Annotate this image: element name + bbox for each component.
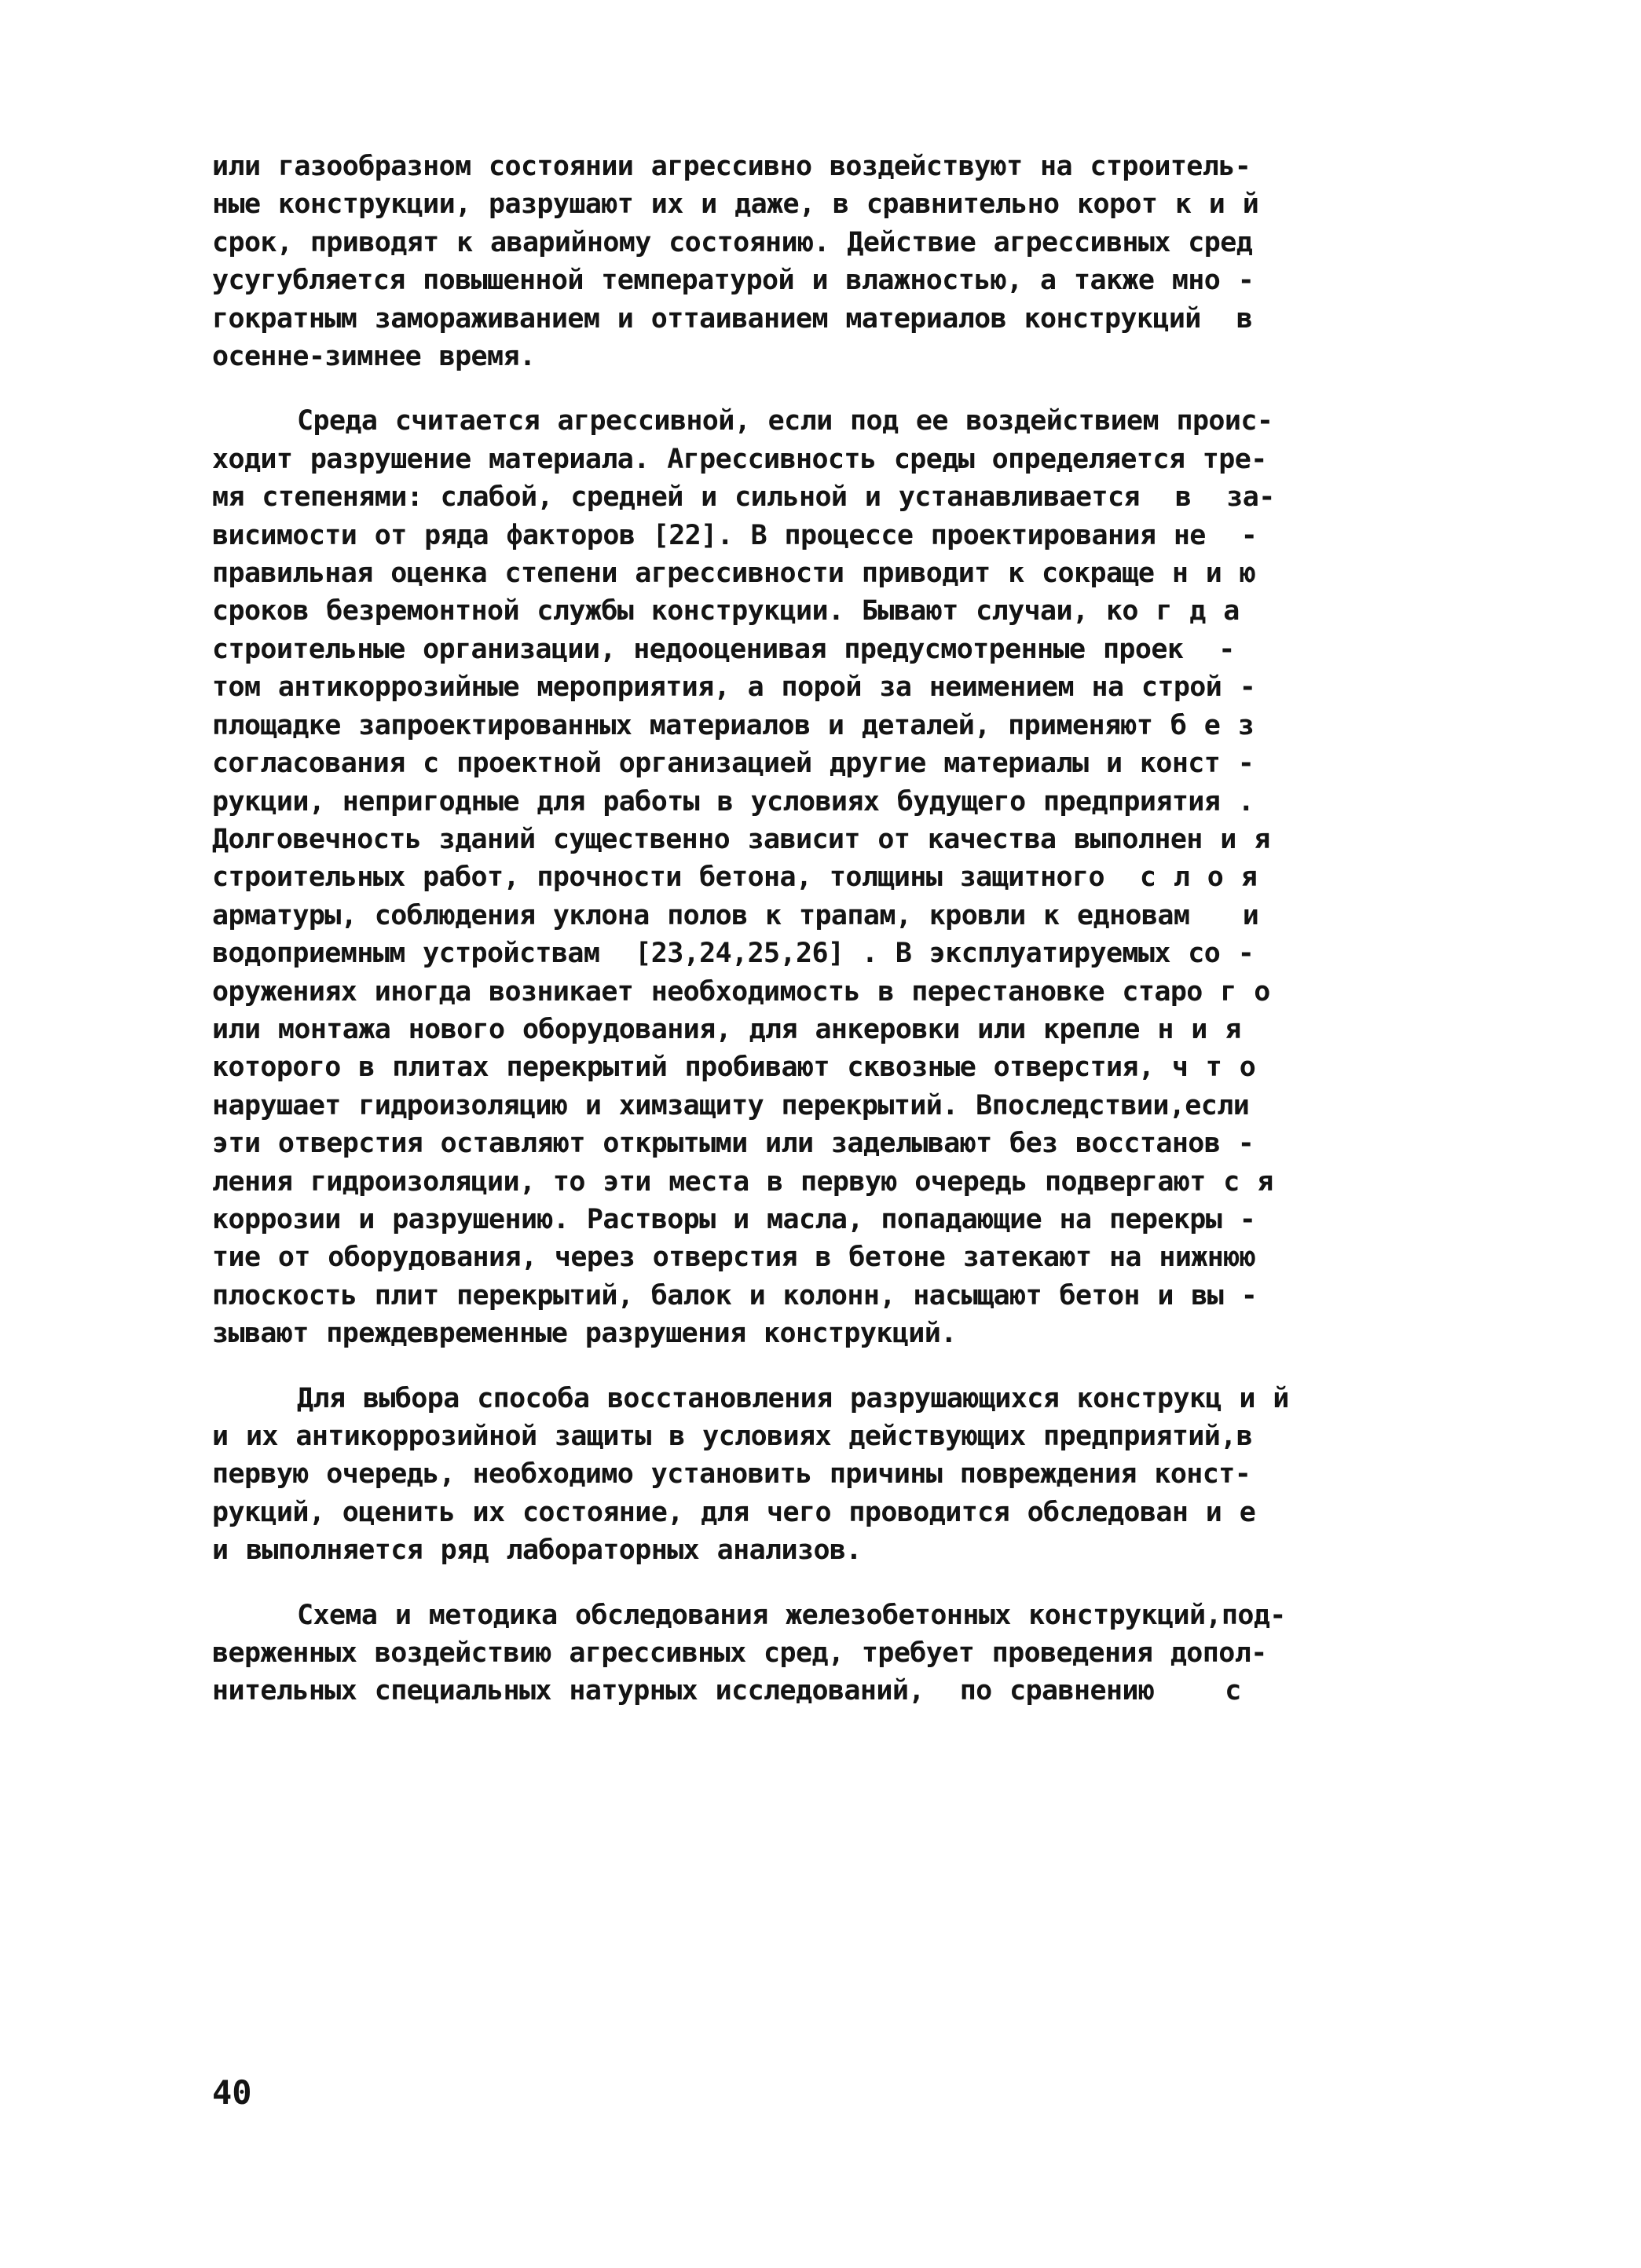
text-line: водоприемным устройствам [23,24,25,26] . В эксплуатируемых со - [212, 938, 1255, 970]
text-line: строительные организации, недооценивая предусмотренные проек - [212, 633, 1235, 665]
page-number: 40 [212, 2073, 252, 2112]
text-line: согласования с проектной организацией другие материалы и конст - [212, 748, 1255, 780]
text-line: нительных специальных натурных исследований, по сравнению с [212, 1675, 1241, 1707]
text-line: первую очередь, необходимо установить причины повреждения конст- [212, 1458, 1251, 1491]
text-line: гократным замораживанием и оттаиванием материалов конструкций в [212, 302, 1253, 335]
text-line: и выполняется ряд лабораторных анализов. [212, 1535, 862, 1567]
text-line: Для выбора способа восстановления разрушающихся конструкц и й [297, 1382, 1289, 1414]
paragraph-1 [212, 148, 1500, 375]
text-line: усугубляется повышенной температурой и влажностью, а также мно - [212, 265, 1255, 297]
text-line: Среда считается агрессивной, если под ее воздействием проис- [297, 405, 1273, 437]
text-line: эти отверстия оставляют открытыми или заделывают без восстанов - [212, 1128, 1255, 1160]
paragraph-4 [212, 1597, 1500, 1710]
paragraph-3 [212, 1380, 1500, 1570]
text-line: ления гидроизоляции, то эти места в первую очередь подвергают с я [212, 1165, 1273, 1198]
text-line: висимости от ряда факторов [22]. В процессе проектирования не - [212, 519, 1258, 551]
text-line: площадке запроектированных материалов и деталей, применяют б е з [212, 709, 1255, 741]
text-line: Схема и методика обследования железобетонных конструкций,под- [297, 1599, 1286, 1631]
paragraph-2 [212, 402, 1500, 1352]
text-line: строительных работ, прочности бетона, толщины защитного с л о я [212, 861, 1258, 894]
text-line: или монтажа нового оборудования, для анкеровки или крепле н и я [212, 1013, 1241, 1045]
text-line: ходит разрушение материала. Агрессивность среды определяется тре- [212, 443, 1267, 475]
text-line: мя степенями: слабой, средней и сильной и устанавливается в за- [212, 481, 1275, 514]
text-line: плоскость плит перекрытий, балок и колонн, насыщают бетон и вы - [212, 1279, 1258, 1311]
text-line: Долговечность зданий существенно зависит от качества выполнен и я [212, 823, 1270, 855]
text-line: или газообразном состоянии агрессивно воздействуют на строитель- [212, 151, 1251, 182]
text-line: срок, приводят к аварийному состоянию. Действие агрессивных сред [212, 226, 1253, 258]
text-line: и их антикоррозийной защиты в условиях действующих предприятий,в [212, 1421, 1253, 1452]
text-line: тие от оборудования, через отверстия в бетоне затекают на нижнюю [212, 1242, 1256, 1274]
text-line: осенне-зимнее время. [212, 341, 536, 373]
text-line: сроков безремонтной службы конструкции. Бывают случаи, ко г д а [212, 595, 1240, 627]
text-line: том антикоррозийные мероприятия, а порой за неимением на строй - [212, 671, 1256, 704]
text-line: рукции, непригодные для работы в условиях будущего предприятия . [212, 785, 1255, 818]
text-line: верженных воздействию агрессивных сред, требует проведения допол- [212, 1637, 1267, 1670]
text-line: оружениях иногда возникает необходимость в перестановке старо г о [212, 975, 1270, 1008]
text-line: которого в плитах перекрытий пробивают сквозные отверстия, ч т о [212, 1052, 1256, 1084]
text-line: коррозии и разрушению. Растворы и масла, попадающие на перекры - [212, 1203, 1256, 1235]
text-line: арматуры, соблюдения уклона полов к трапам, кровли к едновам и [212, 899, 1259, 931]
text-line: рукций, оценить их состояние, для чего проводится обследован и е [212, 1496, 1256, 1528]
text-line: ные конструкции, разрушают их и даже, в сравнительно корот к и й [212, 188, 1259, 221]
body-text [212, 148, 1500, 1710]
text-line: нарушает гидроизоляцию и химзащиту перекрытий. Впоследствии,если [212, 1089, 1250, 1121]
text-line: правильная оценка степени агрессивности приводит к сокраще н и ю [212, 558, 1256, 590]
text-line: зывают преждевременные разрушения конструкций. [212, 1318, 957, 1350]
